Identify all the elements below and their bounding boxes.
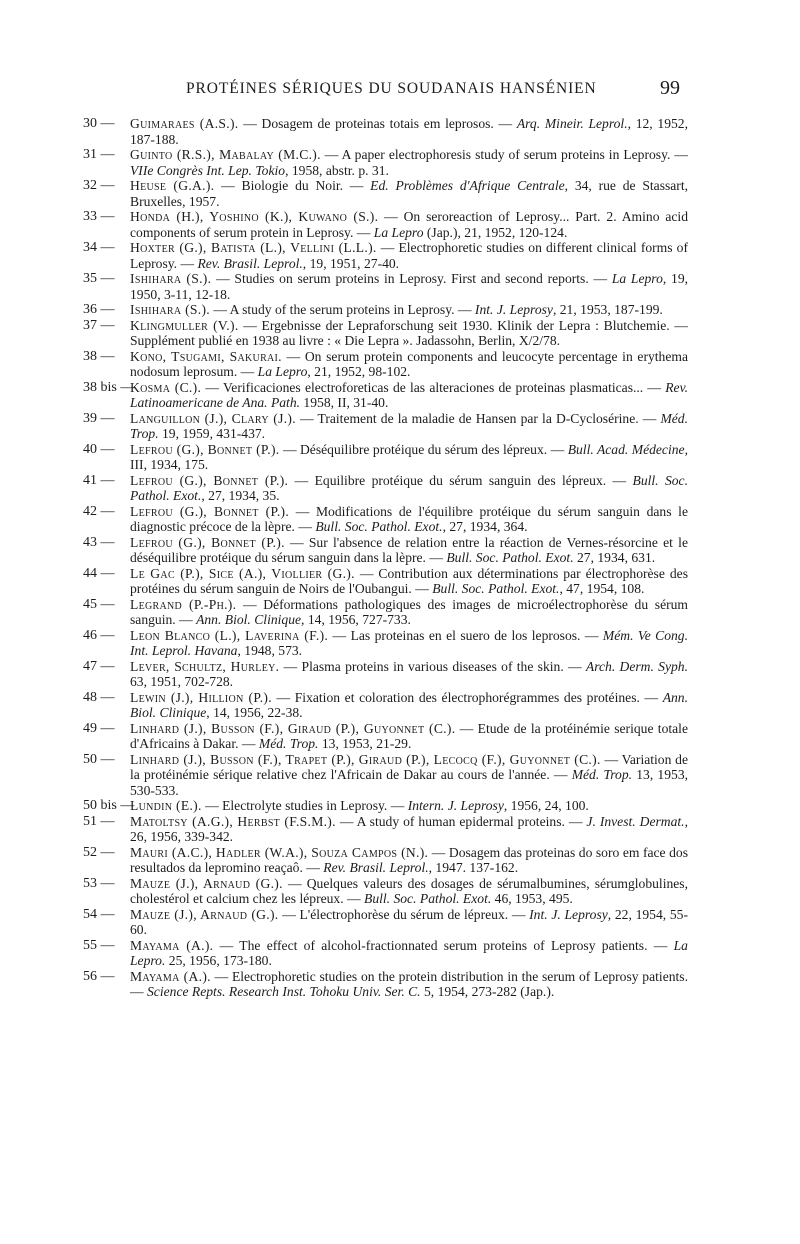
reference-text xyxy=(130,752,688,799)
reference-authors: Mayama (A.). xyxy=(130,937,214,953)
reference-title: — Modifications de l'équilibre protéique du sérum sanguin dans le diagnostic précoce de la lèpre. — xyxy=(130,503,688,534)
reference-details: , 1956, 24, 100. xyxy=(503,798,589,813)
reference-authors: Linhard (J.), Busson (F.), Trapet (P.), Giraud (P.), Lecocq (F.), Guyonnet (C.). xyxy=(130,751,601,767)
reference-details: , 14, 1956, 22-38. xyxy=(206,705,303,720)
reference-journal: Bull. Soc. Pathol. Exot. xyxy=(446,550,574,565)
reference-entry xyxy=(0,116,688,147)
reference-authors: Guinto (R.S.), Mabalay (M.C.). xyxy=(130,147,321,162)
reference-title: — Fixation et coloration des électrophorégrammes des protéines. — xyxy=(271,689,663,705)
reference-entry xyxy=(0,411,688,442)
reference-title: — Variation de la protéinémie sérique relative chez l'Africain de Dakar au cours de l'année. — xyxy=(130,751,689,782)
reference-title: — Las proteinas en el suero de los leprosos. — xyxy=(328,627,603,643)
reference-journal: J. Invest. Dermat. xyxy=(586,813,685,829)
reference-journal: La Lepro xyxy=(611,271,663,286)
reference-text xyxy=(130,380,688,411)
reference-entry xyxy=(0,690,688,721)
reference-authors: Honda (H.), Yoshino (K.), Kuwano (S.). xyxy=(130,209,379,224)
reference-authors: Linhard (J.), Busson (F.), Giraud (P.), Guyonnet (C.). xyxy=(130,720,456,736)
reference-number: 37 — xyxy=(83,317,115,333)
reference-number: 35 — xyxy=(83,271,115,286)
reference-title: — Dosagem das proteinas do soro em face dos resultados da lepromino reaçaô. — xyxy=(130,844,688,875)
reference-text xyxy=(130,349,688,380)
reference-entry xyxy=(0,535,688,566)
reference-journal: Int. J. Leprosy xyxy=(529,906,608,922)
reference-title: — Ergebnisse der Lepraforschung seit 1930. Klinik der Lepra : Blutchemie. — Supplément publié en 1938 au livre : « Die Lepra ». Jadassohn, Berlin, X/2/78. xyxy=(130,317,688,348)
reference-entry xyxy=(0,628,688,659)
reference-title: — A study of human epidermal proteins. — xyxy=(335,813,587,829)
reference-entry xyxy=(0,473,688,504)
reference-details: , 27, 1934, 35. xyxy=(201,488,280,503)
reference-title: — Equilibre protéique du sérum sanguin des lépreux. — xyxy=(288,472,633,488)
reference-title: — Déséquilibre protéique du sérum des lépreux. — xyxy=(279,441,568,457)
reference-journal: Bull. Soc. Pathol. Exot. xyxy=(432,581,560,596)
reference-number: 39 — xyxy=(83,410,115,426)
reference-text xyxy=(130,209,688,240)
reference-text xyxy=(130,845,688,876)
reference-authors: Lefrou (G.), Bonnet (P.). xyxy=(130,472,289,488)
reference-entry xyxy=(0,380,688,411)
reference-number: 30 — xyxy=(83,116,115,131)
reference-number: 46 — xyxy=(83,627,115,643)
reference-entry xyxy=(0,209,688,240)
reference-number: 49 — xyxy=(83,720,115,736)
reference-entry xyxy=(0,798,688,814)
reference-text xyxy=(130,318,688,349)
reference-text xyxy=(130,566,688,597)
reference-title: — Verificaciones electroforeticas de las alteraciones de proteinas plasmaticas... — xyxy=(201,379,666,395)
reference-journal: Bull. Soc. Pathol. Exot. xyxy=(364,891,492,906)
reference-journal: Rev. Brasil. Leprol. xyxy=(197,255,303,271)
reference-details: , 19, 1950, 3-11, 12-18. xyxy=(130,271,689,302)
reference-text xyxy=(130,240,688,271)
reference-entry xyxy=(0,240,688,271)
reference-authors: Mauri (A.C.), Hadler (W.A.), Souza Campos (N.). xyxy=(130,844,429,860)
reference-number: 43 — xyxy=(83,534,115,550)
reference-details: , 27, 1934, 364. xyxy=(442,519,528,534)
reference-text xyxy=(130,535,688,566)
reference-number: 33 — xyxy=(83,209,115,224)
reference-entry xyxy=(0,814,688,845)
reference-title: — Sur l'absence de relation entre la réaction de Vernes-résorcine et le déséquilibre protéique du sérum sanguin dans la lèpre. — xyxy=(130,534,688,565)
reference-journal: Rev. Latinoamericane de Ana. Path. xyxy=(130,379,688,410)
reference-number: 55 — xyxy=(83,937,115,953)
reference-authors: Mayama (A.). xyxy=(130,968,211,984)
reference-details: , 1947. 137-162. xyxy=(428,860,519,875)
reference-number: 50 bis — xyxy=(83,798,135,813)
reference-title: — Electrolyte studies in Leprosy. — xyxy=(201,798,408,813)
reference-title: — A study of the serum proteins in Leprosy. — xyxy=(209,302,475,317)
reference-details: , III, 1934, 175. xyxy=(130,441,688,472)
reference-title: — On seroreaction of Leprosy... Part. 2. Amino acid components of serum protein in Leprosy. — xyxy=(130,209,689,240)
reference-text xyxy=(130,628,688,659)
reference-text xyxy=(130,116,688,147)
reference-authors: Ishihara (S.). xyxy=(130,302,210,317)
reference-journal: Intern. J. Leprosy xyxy=(407,798,504,813)
reference-title: — Traitement de la maladie de Hansen par la D-Cyclosérine. — xyxy=(295,410,661,426)
reference-journal: Ann. Biol. Clinique xyxy=(196,612,302,627)
reference-details: 46, 1953, 495. xyxy=(491,891,573,906)
reference-entry xyxy=(0,752,688,799)
reference-text xyxy=(130,411,688,442)
reference-text xyxy=(130,814,688,845)
reference-entry xyxy=(0,442,688,473)
reference-details: 19, 1959, 431-437. xyxy=(158,426,266,441)
running-title: PROTÉINES SÉRIQUES DU SOUDANAIS HANSÉNIEN xyxy=(186,80,597,97)
reference-authors: Klingmuller (V.). xyxy=(130,317,239,333)
reference-title: — Etude de la protéinémie serique totale d'Africains à Dakar. — xyxy=(130,720,688,751)
reference-details: , 12, 1952, 187-188. xyxy=(130,116,688,147)
reference-authors: Kono, Tsugami, Sakurai. xyxy=(130,348,282,364)
reference-text xyxy=(130,442,688,473)
reference-details: 5, 1954, 273-282 (Jap.). xyxy=(420,984,555,999)
reference-authors: Ishihara (S.). xyxy=(130,271,212,286)
reference-entry xyxy=(0,969,688,1000)
reference-text xyxy=(130,876,688,907)
reference-number: 45 — xyxy=(83,596,115,612)
reference-authors: Lundin (E.). xyxy=(130,798,202,813)
reference-journal: VIIe Congrès Int. Lep. Tokio xyxy=(130,162,286,178)
reference-entry xyxy=(0,907,688,938)
reference-journal: Arq. Mineir. Leprol. xyxy=(516,116,628,131)
reference-details: 13, 1953, 530-533. xyxy=(130,767,689,798)
reference-details: 27, 1934, 631. xyxy=(573,550,656,565)
reference-entry xyxy=(0,721,688,752)
reference-journal: Rev. Brasil. Leprol. xyxy=(323,860,429,875)
reference-text xyxy=(130,504,688,535)
reference-authors: Lefrou (G.), Bonnet (P.). xyxy=(130,503,290,519)
reference-number: 51 — xyxy=(83,813,115,829)
reference-title: — Electrophoretic studies on the protein distribution in the serum of Leprosy patients. — xyxy=(130,968,688,999)
reference-text xyxy=(130,302,688,318)
reference-authors: Lefrou (G.), Bonnet (P.). xyxy=(130,534,285,550)
reference-entry xyxy=(0,876,688,907)
reference-title: — L'électrophorèse du sérum de lépreux. — xyxy=(278,906,530,922)
reference-number: 32 — xyxy=(83,178,115,193)
reference-text xyxy=(130,798,688,814)
reference-authors: Mauze (J.), Arnaud (G.). xyxy=(130,875,283,891)
reference-number: 50 — xyxy=(83,751,115,767)
reference-number: 38 — xyxy=(83,348,115,364)
reference-journal: Ed. Problèmes d'Afrique Centrale xyxy=(370,178,565,193)
running-header xyxy=(0,77,800,106)
reference-title: — Electrophoretic studies on different clinical forms of Leprosy. — xyxy=(130,240,689,271)
reference-entry xyxy=(0,147,688,178)
reference-journal: Arch. Derm. Syph. xyxy=(585,658,689,674)
reference-entry xyxy=(0,302,688,318)
reference-details: , 14, 1956, 727-733. xyxy=(301,612,411,627)
reference-details: , 1958, abstr. p. 31. xyxy=(285,162,389,178)
reference-number: 41 — xyxy=(83,472,115,488)
reference-entry xyxy=(0,504,688,535)
reference-entry xyxy=(0,349,688,380)
reference-entry xyxy=(0,178,688,209)
reference-authors: Guimaraes (A.S.). xyxy=(130,116,239,131)
reference-number: 36 — xyxy=(83,302,115,317)
reference-journal: Ann. Biol. Clinique xyxy=(130,689,688,720)
reference-journal: Science Repts. Research Inst. Tohoku Univ. Ser. C. xyxy=(147,984,421,999)
reference-journal: Bull. Soc. Pathol. Exot. xyxy=(130,472,688,503)
reference-details: 13, 1953, 21-29. xyxy=(318,736,412,751)
reference-details: , 1948, 573. xyxy=(237,643,303,658)
reference-title: — The effect of alcohol-fractionnated serum proteins of Leprosy patients. — xyxy=(213,937,674,953)
reference-text xyxy=(130,659,688,690)
page-number: 99 xyxy=(660,77,680,99)
reference-details: 25, 1956, 173-180. xyxy=(165,953,272,968)
reference-authors: Le Gac (P.), Sice (A.), Viollier (G.). xyxy=(130,565,355,581)
reference-details: 1958, II, 31-40. xyxy=(300,395,389,410)
reference-text xyxy=(130,178,688,209)
reference-journal: Méd. Trop. xyxy=(258,736,319,751)
reference-authors: Legrand (P.-Ph.). xyxy=(130,596,237,612)
reference-entry xyxy=(0,659,688,690)
reference-text xyxy=(130,969,688,1000)
reference-journal: Int. J. Leprosy xyxy=(474,302,553,317)
reference-title: — Quelques valeurs des dosages de sérumalbumines, sérumglobulines, cholestérol et calcium chez les lépreux. — xyxy=(130,875,688,906)
reference-entry xyxy=(0,597,688,628)
reference-journal: Bull. Acad. Médecine xyxy=(567,441,685,457)
reference-number: 48 — xyxy=(83,689,115,705)
reference-title: — A paper electrophoresis study of serum proteins in Leprosy. — xyxy=(320,147,688,162)
reference-entry xyxy=(0,318,688,349)
reference-number: 56 — xyxy=(83,968,115,984)
reference-details: , 22, 1954, 55-60. xyxy=(130,906,688,937)
reference-text xyxy=(130,690,688,721)
reference-text xyxy=(130,147,688,178)
reference-authors: Leon Blanco (L.), Laverina (F.). xyxy=(130,627,329,643)
reference-authors: Hoxter (G.), Batista (L.), Vellini (L.L.). xyxy=(130,240,377,255)
reference-details: 63, 1951, 702-728. xyxy=(130,674,234,689)
reference-journal: Méd. Trop. xyxy=(571,767,633,782)
reference-number: 31 — xyxy=(83,147,115,162)
reference-text xyxy=(130,721,688,752)
reference-journal: La Lepro. xyxy=(130,937,688,968)
reference-journal: Mém. Ve Cong. Int. Leprol. Havana xyxy=(130,627,689,658)
reference-authors: Lefrou (G.), Bonnet (P.). xyxy=(130,441,280,457)
reference-details: , 47, 1954, 108. xyxy=(559,581,645,596)
reference-journal: La Lepro xyxy=(257,364,308,379)
reference-number: 52 — xyxy=(83,844,115,860)
reference-text xyxy=(130,938,688,969)
reference-authors: Matoltsy (A.G.), Herbst (F.S.M.). xyxy=(130,813,336,829)
reference-entry xyxy=(0,845,688,876)
reference-number: 47 — xyxy=(83,658,115,674)
reference-authors: Lewin (J.), Hillion (P.). xyxy=(130,689,272,705)
reference-details: , 26, 1956, 339-342. xyxy=(130,813,688,844)
reference-number: 34 — xyxy=(83,240,115,255)
reference-authors: Lever, Schultz, Hurley. xyxy=(130,658,280,674)
reference-list xyxy=(0,116,800,1000)
reference-details: , 21, 1952, 98-102. xyxy=(307,364,411,379)
reference-journal: Bull. Soc. Pathol. Exot. xyxy=(315,519,443,534)
reference-text xyxy=(130,907,688,938)
reference-title: — Biologie du Noir. — xyxy=(214,178,371,193)
reference-text xyxy=(130,597,688,628)
reference-number: 40 — xyxy=(83,441,115,457)
reference-authors: Languillon (J.), Clary (J.). xyxy=(130,410,296,426)
reference-title: — Déformations pathologiques des images de microélectrophorèse du sérum sanguin. — xyxy=(130,596,688,627)
reference-details: , 34, rue de Stassart, Bruxelles, 1957. xyxy=(130,178,689,209)
reference-details: , 21, 1953, 187-199. xyxy=(552,302,663,317)
reference-number: 44 — xyxy=(83,565,115,581)
reference-entry xyxy=(0,566,688,597)
reference-details: (Jap.), 21, 1952, 120-124. xyxy=(423,224,568,240)
reference-text xyxy=(130,473,688,504)
reference-title: — Dosagem de proteinas totais em leprosos. — xyxy=(238,116,517,131)
reference-title: — On serum protein components and leucocyte percentage in erythema nodosum leprosum. — xyxy=(130,348,688,379)
reference-number: 54 — xyxy=(83,906,115,922)
reference-number: 38 bis — xyxy=(83,379,135,395)
reference-journal: Méd. Trop. xyxy=(130,410,689,441)
reference-title: — Plasma proteins in various diseases of the skin. — xyxy=(279,658,586,674)
reference-authors: Kosma (C.). xyxy=(130,379,202,395)
reference-text xyxy=(130,271,688,302)
reference-number: 53 — xyxy=(83,875,115,891)
reference-authors: Mauze (J.), Arnaud (G.). xyxy=(130,906,279,922)
reference-title: — Studies on serum proteins in Leprosy. First and second reports. — xyxy=(211,271,612,286)
reference-authors: Heuse (G.A.). xyxy=(130,178,215,193)
reference-details: , 19, 1951, 27-40. xyxy=(302,255,400,271)
reference-title: — Contribution aux déterminations par électrophorèse des protéines du sérum sanguin de Noirs de l'Oubangui. — xyxy=(130,565,688,596)
reference-journal: La Lepro xyxy=(373,224,424,240)
reference-entry xyxy=(0,938,688,969)
reference-number: 42 — xyxy=(83,503,115,519)
reference-entry xyxy=(0,271,688,302)
